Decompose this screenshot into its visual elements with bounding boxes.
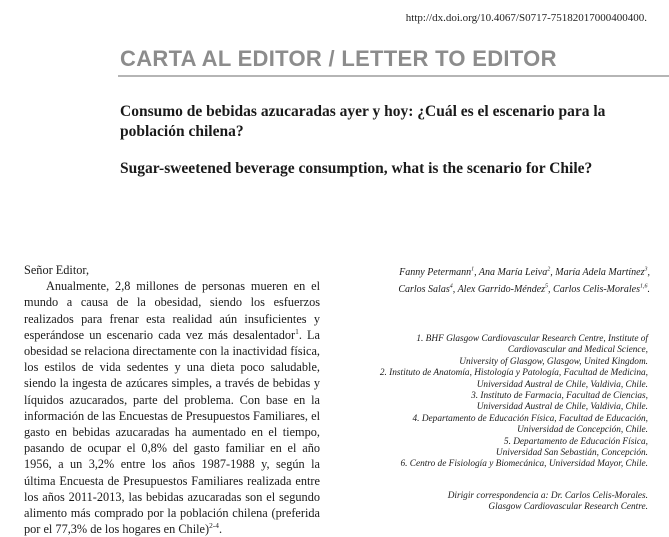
correspondence-line: Glasgow Cardiovascular Research Centre. bbox=[488, 502, 648, 513]
author-name: Alex Garrido-Méndez bbox=[457, 284, 546, 295]
paragraph-1-text-b: . La obesidad se relaciona directamente con la inactividad física, los estilos de vida sedentes y una dieta poco saludable, siendo la ingesta de azúcares simples, a través de bebidas y líquidos azucarados, parte del problema. Con base en la información de las Encuestas de Presupuestos Familiares, el gasto en bebidas azucaradas ha aumentado en el tiempo, pasando de ocupar el 0,8% del gasto familiar en el año 1956, a un 3,2% entre los años 1987-1988 y, según la última Encuesta de Presupuestos Familiares realizada entre los años 2011-2013, las bebidas azucaradas son el segundo alimento más comprado por la población chilena (preferida por el 77,3% de los hogares en Chile) bbox=[24, 327, 321, 537]
affiliation-line: Universidad San Sebastián, Concepción. bbox=[495, 448, 648, 459]
paragraph-1 bbox=[24, 278, 320, 537]
author-affiliation: 1 bbox=[471, 266, 475, 273]
article-title-english: Sugar-sweetened beverage consumption, what is the scenario for Chile? bbox=[120, 160, 593, 177]
author-name: María Adela Martínez bbox=[555, 267, 645, 278]
affiliation-line: Universidad de Concepción, Chile. bbox=[517, 425, 648, 436]
paragraph-1-text-a: Anualmente, 2,8 millones de personas mueren en el mundo a causa de la obesidad, siendo los esfuerzos realizados para frenar esta realidad aún insuficientes y esperándose un escenario cada vez más desalentador bbox=[24, 279, 320, 342]
affiliation-line: 3. Instituto de Farmacia, Facultad de Ciencias, bbox=[471, 391, 648, 402]
author-list bbox=[352, 264, 650, 298]
author-affiliation: 3 bbox=[644, 266, 648, 273]
author-affiliation: 5 bbox=[545, 283, 549, 290]
reference-1: 1 bbox=[295, 326, 299, 336]
author-separator: , bbox=[452, 284, 458, 295]
author-name: Ana María Leiva bbox=[478, 267, 548, 278]
author-name: Carlos Celis-Morales bbox=[553, 284, 640, 295]
salutation: Señor Editor, bbox=[24, 263, 90, 277]
affiliation-line: Universidad Austral de Chile, Valdivia, Chile. bbox=[476, 402, 648, 413]
author-affiliation: 4 bbox=[449, 283, 453, 290]
affiliation-line: 6. Centro de Fisiología y Biomecánica, Universidad Mayor, Chile. bbox=[400, 459, 648, 470]
author-name: Carlos Salas bbox=[398, 284, 450, 295]
affiliation-line: 5. Departamento de Educación Física, bbox=[503, 436, 648, 447]
paragraph-1-text-c: . bbox=[218, 522, 223, 537]
author-line-1 bbox=[352, 264, 650, 281]
affiliation-line: 4. Departamento de Educación Física, Facultad de Educación, bbox=[412, 413, 648, 424]
article-title-spanish: Consumo de bebidas azucaradas ayer y hoy: ¿Cuál es el escenario para la población chilena? bbox=[120, 103, 606, 140]
author-separator: , bbox=[474, 267, 479, 278]
author-affiliation: 2 bbox=[547, 266, 551, 273]
letter-body bbox=[24, 262, 320, 537]
author-separator: , bbox=[548, 284, 554, 295]
author-name: Fanny Petermann bbox=[399, 267, 472, 278]
author-separator: , bbox=[647, 267, 650, 278]
affiliation-line: University of Glasgow, Glasgow, United Kingdom. bbox=[459, 356, 648, 367]
doi-link[interactable]: http://dx.doi.org/10.4067/S0717-75182017000400400. bbox=[405, 12, 647, 24]
header-rule bbox=[118, 75, 669, 77]
author-separator: . bbox=[647, 284, 650, 295]
affiliation-line: 2. Instituto de Anatomía, Histología y Patología, Facultad de Medicina, bbox=[379, 368, 648, 379]
section-title: CARTA AL EDITOR / LETTER TO EDITOR bbox=[120, 46, 557, 71]
affiliation-line: 1. BHF Glasgow Cardiovascular Research Centre, Institute of bbox=[416, 334, 648, 344]
correspondence bbox=[352, 491, 648, 514]
author-line-2 bbox=[352, 281, 650, 298]
correspondence-line: Dirigir correspondencia a: Dr. Carlos Celis-Morales. bbox=[447, 491, 648, 501]
author-separator: , bbox=[550, 267, 556, 278]
reference-2: 2-4 bbox=[209, 521, 219, 531]
author-affiliation: 1,6 bbox=[640, 283, 648, 290]
affiliations bbox=[352, 334, 648, 471]
affiliation-line: Cardiovascular and Medical Science, bbox=[507, 345, 648, 356]
affiliation-line: Universidad Austral de Chile, Valdivia, Chile. bbox=[476, 379, 648, 390]
